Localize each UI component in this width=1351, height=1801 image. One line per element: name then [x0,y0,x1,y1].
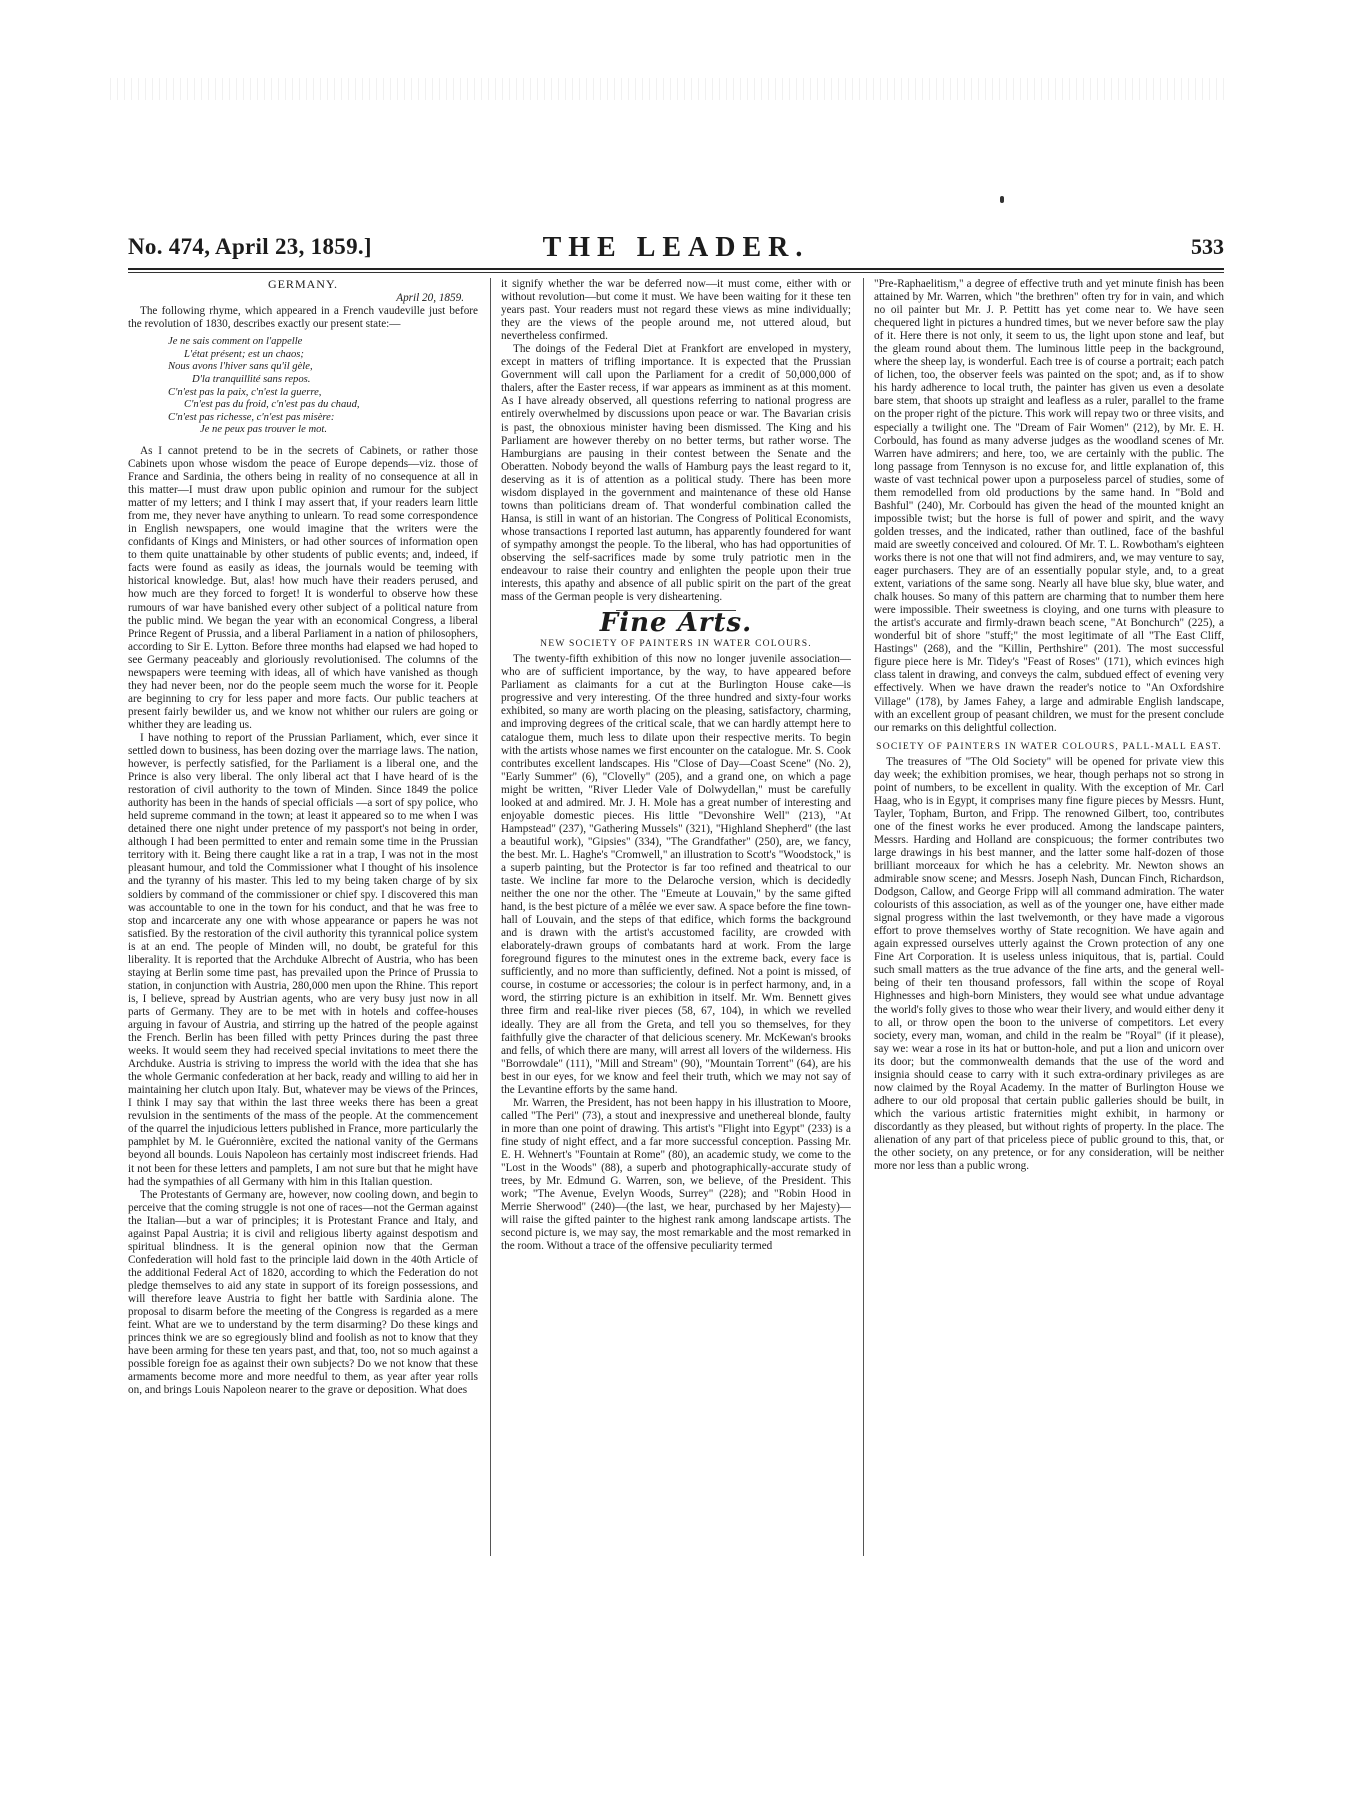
poem-line: C'n'est pas richesse, c'n'est pas misère: [168,411,335,423]
fine-arts-paragraph: The twenty-fifth exhibition of this now no longer juvenile association—who are of sufficient importance, by the way, to have appeared before Parliament as claimants for a cut at the Burlington House cake—is progressive and very interesting. Of the three hundred and sixty-four works exhibited, so many are worth placing on the pleasing, satisfactory, charming, and improving degrees of the critical scale, that we can hardly attempt here to catalogue them, much less to dilate upon their respective merits. To begin with the artists whose names we first encounter on the catalogue. Mr. S. Cook contributes excellent landscapes. His "Close of Day—Coast Scene" (No. 2), "Early Summer" (6), "Clovelly" (205), and a grand one, on which a page might be written, "River Lleder Vale of Dolwydellan," must be carefully looked at and admired. Mr. J. H. Mole has a great number of interesting and enjoyable domestic pieces. His little "Devonshire Well" (213), "At Hampstead" (237), "Gathering Mussels" (321), "Highland Shepherd" (the last a beautiful work), "Gipsies" (334), "The Grandfather" (250), are, we fancy, the best. Mr. L. Haghe's "Cromwell," an illustration to Scott's "Woodstock," is a superb painting, but the Protector is far too refined and theatrical to our taste. We incline far more to the Delaroche version, which is decidedly neither the one nor the other. The "Emeute at Louvain," by the same gifted hand, is the best picture of a mêlée we ever saw. A space before the fine town-hall of Louvain, and the steps of that edifice, which forms the background and is drawn with the artist's accustomed facility, are crowded with elaborately-drawn groups of combatants hard at work. From the large foreground figures to the minutest ones in the extreme back, every face is sufficiently, and no more than sufficiently, defined. Not a point is missed, of course, in costume or accessories; the colour is in perfect harmony, and, in a word, the stirring picture is an exhibition in itself. Mr. Wm. Bennett gives three firm and real-like river pieces (58, 67, 104), in which we revelled ideally. They are all from the Greta, and tell you so themselves, for they faithfully give the character of that delicious scenery. Mr. McKewan's brooks and fells, of which there are many, will arrest all lovers of the wilderness. His "Borrowdale" (111), "Mill and Stream" (90), "Mountain Torrent" (64), are his best in our eyes, for we know and feel their truth, which we may not say of the Levantine efforts by the same hand. [501,653,851,1096]
society-heading: SOCIETY OF PAINTERS IN WATER COLOURS, PALL-MALL EAST. [876,740,1222,752]
scan-speck [1000,196,1004,203]
germany-continued-paragraph: The doings of the Federal Diet at Frankfort are enveloped in mystery, except in matters of trifling importance. It is expected that the Prussian Government will call upon the Parliament for a credit of 50,000,000 of thalers, after the Easter recess, if war appears as imminent as at this moment. As I have already observed, all questions referring to national progress are entirely overwhelmed by discussions upon peace or war. The Bavarian crisis is past, the obnoxious minister having been dismissed. The King and his Parliament are however thereby on no better terms, but rather worse. The Hamburgians are pausing in their contest between the Senate and the Oberatten. Nobody beyond the walls of Hamburg pays the least regard to it, deserving as it is of attention as a political study. There has been more wisdom displayed in the government and maintenance of these old Hanse towns than politicians dream of. That wonderful combination called the Hansa, is still in want of an historian. The Congress of Political Economists, whose transactions I reported last autumn, has apparently foundered for want of sympathy amongst the people. To the liberal, who has had opportunities of observing the self-sacrifices made by some truly patriotic men in the endeavour to raise their country and enlighten the people upon their true interests, this apathy and absence of all public spirit on the part of the great mass of the German people is very disheartening. [501,343,851,604]
germany-heading: GERMANY. [267,278,339,291]
newspaper-title: THE LEADER. [542,232,810,263]
newspaper-page [128,230,1224,1560]
fine-arts-paragraph: Mr. Warren, the President, has not been happy in his illustration to Moore, called "The Peri" (73), a stout and inexpressive and unethereal blonde, faulty in more than one point of drawing. This artist's "Flight into Egypt" (233) is a fine study of night effect, and a far more successful conception. Passing Mr. E. H. Wehnert's "Fountain at Rome" (80), an academic study, we come to the "Lost in the Woods" (88), a superb and photographically-accurate study of trees, by Mr. Edmund G. Warren, son, we believe, of the President. This work; "The Avenue, Evelyn Woods, Surrey" (228); and "Robin Hood in Merrie Sherwood" (240)—(the last, we hear, purchased by her Majesty)—will raise the gifted painter to the highest rank among landscape artists. The second picture is, we may say, the most remarkable and the most remarked in the room. Without a trace of the offensive peculiarity termed [501,1096,851,1253]
germany-paragraph: As I cannot pretend to be in the secrets of Cabinets, or rather those Cabinets upon whose wisdom the peace of Europe depends—viz. those of France and Sardinia, the others being in reality of no consequence at all in this matter—I must draw upon public opinion and rumour for the subject matter of my letters; and I think I may assert that, if your readers learn little from me, they never have anything to unlearn. To read some correspondence in English newspapers, one would imagine that the writers were the confidants of Kings and Ministers, or had other sources of information open to them quite unattainable by other students of public events; and, indeed, if facts were found as easily as ideas, the journals would be teeming with historical knowledge. But, alas! how much have their readers perused, and how much are they forced to forget! It is wonderful to observe how these rumours of war have banished every other subject of a political nature from the public mind. We began the year with an economical Congress, a liberal Prince Regent of Prussia, and a liberal Parliament in a nation of philosophers, according to Sir E. Lytton. Before three months had elapsed we had hoped to see Germany peaceably and gloriously revolutionised. The columns of the newspapers were teeming with ideas, all of which have vanished as though they had never been, nor do the people seem much the worse for it. People are beginning to cry for less paper and more facts. Our public teachers at present fairly bewilder us, and we know not whither our rulers are going or whither they are leading us. [128,444,478,731]
issue-line: No. 474, April 23, 1859.] [128,234,372,259]
page-number: 533 [1191,234,1224,259]
column-3 [874,278,1224,1556]
germany-dateline: April 20, 1859. [396,292,464,305]
masthead-rule [128,272,1224,273]
poem-line: D'la tranquillité sans repos. [192,373,311,385]
column-2 [501,278,851,1556]
column-1 [128,278,478,1556]
poem-line: C'n'est pas du froid, c'n'est pas du chaud, [184,399,360,411]
french-rhyme [128,336,478,437]
germany-continued-paragraph: it signify whether the war be deferred now—it must come, either with or without revolution—but come it must. We have been waiting for it these ten years past. Your readers must not regard these views as mine individually; they are the views of the people around me, not uttered aloud, but nevertheless confirmed. [501,278,851,343]
poem-line: L'état présent; est un chaos; [184,348,304,360]
society-paragraph: The treasures of "The Old Society" will be opened for private view this day week; the exhibition promises, we hear, though perhaps not so strong in point of numbers, to be excellent in quality. With the exception of Mr. Carl Haag, who is in Egypt, it comprises many fine figure pieces by Messrs. Hunt, Tayler, Topham, Burton, and Fripp. The renowned Gilbert, too, contributes one of the finest works he ever produced. Among the landscape painters, Messrs. Harding and Holland are conspicuous; the former contributes two large drawings in his best manner, and the latter some half-dozen of those brilliant morceaux for which he has a celebrity. Mr. Newton shows an admirable snow scene; and Messrs. Joseph Nash, Duncan Finch, Richardson, Dodgson, Callow, and George Fripp will all command admiration. The water colourists of this association, as well as of the younger one, have either made signal progress within the last twelvemonth, or they have made a vigorous effort to prove themselves worthy of State recognition. We have again and again expressed ourselves utterly against the Crown protection of any one Fine Art Corporation. It is useless unless iniquitous, that is, partial. Could such small matters as the true advance of the fine arts, and the general well-being of their ten thousand professors, fall within the scope of Royal Highnesses and high-born Ministers, they would see what undue advantage the world's folly gives to those who wear their livery, and would either deny it to all, or throw open the boon to the universe of competitors. Let every society, every man, woman, and child in the realm be "Royal" (if it please), say we: wear a rose in its hat or button-hole, and put a lion and unicorn over its door; but the commonwealth demands that the use of the word and insignia should cease to carry with it such extra-ordinary privileges as are now claimed by the Royal Academy. In the matter of Burlington House we adhere to our old proposal that certain public galleries should be built, in which the various artistic fraternities might exhibit, in harmony or discordantly as they pleased, but without rights of property. In the place. The alienation of any part of that priceless piece of public ground to this, that, or the other society, on any pretence, or for any consideration, will be neither more nor less than a public wrong. [874,755,1224,1173]
poem-line: Nous avons l'hiver sans qu'il gèle, [168,361,313,373]
poem-line: Je ne sais comment on l'appelle [168,336,303,348]
masthead [128,230,1224,270]
new-society-heading: NEW SOCIETY OF PAINTERS IN WATER COLOURS. [540,638,812,650]
poem-line: Je ne peux pas trouver le mot. [200,424,327,436]
column-rule-2 [863,278,864,1556]
column-rule-1 [490,278,491,1556]
germany-intro: The following rhyme, which appeared in a French vaudeville just before the revolution of 1830, describes exactly our present state:— [128,305,478,331]
germany-paragraph: I have nothing to report of the Prussian Parliament, which, ever since it settled down to business, has been dozing over the marriage laws. The nation, however, is perfectly satisfied, for the Parliament is a liberal one, and the Prince is also very liberal. The only liberal act that I have heard of is the restoration of civil authority to the town of Minden. Since 1849 the police authority has been in the hands of special officials —a sort of spy police, who held supreme command in the town; at least it appeared so to me when I was detained there one night under pretence of my passport's not being in order, although I had been permitted to enter and remain some time in the Prussian territory with it. Being there caught like a rat in a trap, I was not in the most pleasant humour, and told the Commissioner what I thought of his insolence and the tyranny of his master. This led to my being taken charge of by six soldiers by command of the commissioner or chief spy. I discovered this man was accountable to one in the town for his conduct, and that he was free to stop and incarcerate any one with whose appearance or papers he was not satisfied. By the restoration of the civil authority this tyrannical police system is at an end. The people of Minden will, no doubt, be grateful for this liberality. It is reported that the Archduke Albrecht of Austria, who has been staying at Berlin some time past, has prevailed upon the Prince of Prussia to station, in conjunction with Austria, 280,000 men upon the Rhine. This report is, I believe, spread by Austrian agents, who are very busy just now in all parts of Germany. They are to be met with in hotels and coffee-houses arguing in favour of Austria, and stirring up the hatred of the people against the French. Berlin has been filled with petty Princes during the past three weeks. It would seem they had received special invitations to meet there the Archduke. Austria is striving to impress the world with the idea that she has the whole Germanic confederation at her back, ready and willing to aid her in maintaining her clutch upon Italy. But, whatever may be views of the Princes, I think I may say that within the last three weeks there has been a great revulsion in the sentiments of the mass of the people. At the commencement of the quarrel the injudicious letters published in France, more particularly the pamphlet by M. le Guéronnière, excited the national vanity of the Germans beyond all bounds. Louis Napoleon has certainly most indiscreet friends. Had it not been for these letters and pamplets, I am not sure but that he might have had the sympathies of all Germany with him in this Italian question. [128,731,478,1188]
germany-paragraph: The Protestants of Germany are, however, now cooling down, and begin to perceive that the coming struggle is not one of races—not the German against the Italian—but a war of principles; it is Protestant France and Italy, and against Papal Austria; it is civil and religious liberty against despotism and spiritual blindness. It is the general opinion now that the German Confederation will hold fast to the principle laid down in the 40th Article of the additional Federal Act of 1820, according to which the Federation do not pledge themselves to aid any state in support of its foreign possessions, and will therefore leave Austria to fight her battle with Sardinia alone. The proposal to disarm before the meeting of the Congress is regarded as a mere feint. What are we to understand by the term disarming? Do these kings and princes think we are so egregiously blind and foolish as not to know that they have been arming for these ten years past, and that, too, not so much against a possible foreign foe as against their own subjects? Do we not know that these armaments become more and more needful to them, as year after year rolls on, and brings Louis Napoleon nearer to the grave or deposition. What does [128,1188,478,1397]
fine-arts-heading: Fine Arts. [599,608,753,639]
fine-arts-continued-paragraph: "Pre-Raphaelitism," a degree of effective truth and yet minute finish has been attained by Mr. Warren, which "the brethren" often try for in vain, and which no oil painter but Mr. J. P. Pettitt has yet come near to. We have seen chequered light in pictures a hundred times, but we never before saw the play of it. Here there is not only, it seem to us, the light upon stone and leaf, but the gleam round about them. The luminous little peep in the background, where the sheep lay, is wonderful. Each tree is of course a portrait; each patch of lichen, too, the observer feels was painted on the spot; and, as if to show his hardy adherence to local truth, the painter has given us even a desolate bare stem, that shoots up straight and leafless as a ruler, parallel to the frame on the proper right of the picture. This work will repay two or three visits, and especially a twilight one. The "Dream of Fair Women" (212), by Mr. E. H. Corbould, has found as many adverse judges as the woodland scenes of Mr. Warren have admirers; and here, too, we are certainly with the public. The long passage from Tennyson is no excuse for, and little explanation of, this waste of vast technical power upon a purposeless parcel of studies, some of them remodelled from old productions by the same hand. In "Bold and Bashful" (240), Mr. Corbould has given the head of the mounted knight an impossible twist; but the horse is full of power and spirit, and the wavy golden tresses, and the indicated, rather than outlined, face of the bashful maid are sweetly conceived and coloured. Of Mr. T. L. Rowbotham's eighteen works there is not one that will not find admirers, and, we may venture to say, eager purchasers. They are of an essentially popular style, and, to a great extent, variations of the same song. Nearly all have blue sky, blue water, and chalk houses. So many of this pattern are charming that to number them here were impossible. Their sweetness is cloying, and one turns with pleasure to the artist's accurate and firmly-drawn beach scene, "At Bonchurch" (225), a wonderful bit of shore "stuff;" the most legitimate of all "The East Cliff, Hastings" (268), and the "Killin, Perthshire" (201). The most successful figure piece here is Mr. Tidey's "Feast of Roses" (171), which evinces high class talent in drawing, and conveys the calm, subdued effect of evening very effectively. When we have drawn the reader's notice to "An Oxfordshire Village" (178), by James Fahey, a large and admirable English landscape, with an excellent group of peasant children, we must for the present conclude our remarks on this delightful collection. [874,278,1224,734]
poem-line: C'n'est pas la paix, c'n'est la guerre, [168,386,322,398]
scan-border-noise [110,78,1230,100]
